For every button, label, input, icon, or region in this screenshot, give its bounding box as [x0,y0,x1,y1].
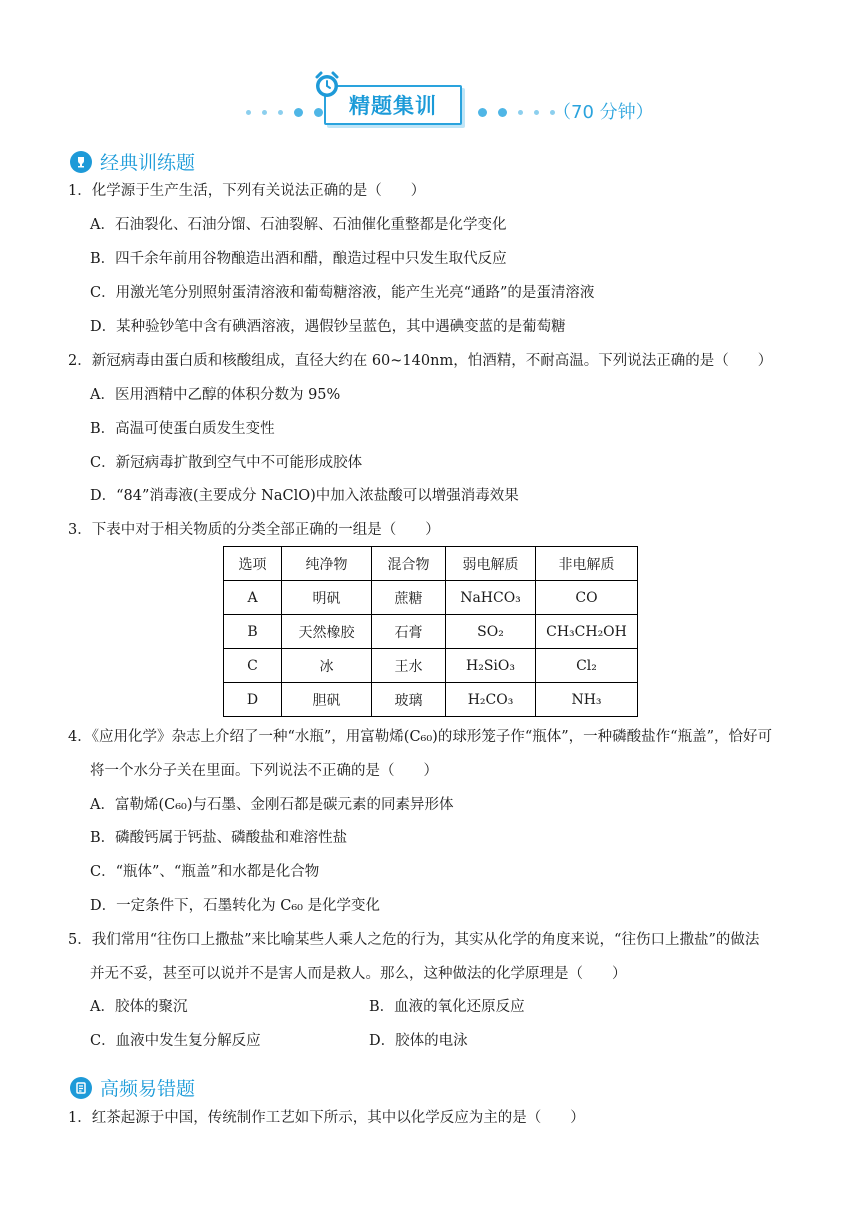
alarm-clock-icon [312,70,342,100]
q5-stem-line2: 并无不妥，甚至可以说并不是害人而是救人。那么，这种做法的化学原理是（ ） [90,966,627,982]
q5-option-a: A．胶体的聚沉 [90,999,188,1015]
q1-option-c: C．用激光笔分别照射蛋清溶液和葡萄糖溶液，能产生光亮“通路”的是蛋清溶液 [90,285,595,301]
table-header-cell: 纯净物 [282,547,372,581]
q2-option-a: A．医用酒精中乙醇的体积分数为 95% [90,387,341,403]
table-row [224,615,638,649]
q4-option-b: B．磷酸钙属于钙盐、磷酸盐和难溶性盐 [90,830,348,846]
table-header-row [224,547,638,581]
table-header-cell: 非电解质 [536,547,638,581]
table-row [224,581,638,615]
section-title: 高频易错题 [100,1078,196,1100]
table-cell: 石膏 [372,615,446,649]
trophy-icon [70,151,92,173]
table-cell: CO [536,581,638,615]
table-row [224,649,638,683]
table-cell: 胆矾 [282,683,372,717]
table-cell: 王水 [372,649,446,683]
q2-option-c: C．新冠病毒扩散到空气中不可能形成胶体 [90,455,363,471]
document-icon [70,1077,92,1099]
page-header [0,70,860,130]
table-cell: 天然橡胶 [282,615,372,649]
time-limit: （70 分钟） [553,102,654,123]
table-header-cell: 混合物 [372,547,446,581]
table-header-cell: 选项 [224,547,282,581]
section-title: 经典训练题 [100,152,196,174]
table-cell: CH₃CH₂OH [536,615,638,649]
q4-option-a: A．富勒烯(C₆₀)与石墨、金刚石都是碳元素的同素异形体 [90,797,454,813]
q4-option-c: C．“瓶体”、“瓶盖”和水都是化合物 [90,864,320,880]
q1-option-a: A．石油裂化、石油分馏、石油裂解、石油催化重整都是化学变化 [90,217,507,233]
q5-stem-line1: 5．我们常用“往伤口上撒盐”来比喻某些人乘人之危的行为，其实从化学的角度来说，“往伤口上撒盐”的做法 [68,932,760,948]
table-cell: NH₃ [536,683,638,717]
table-cell: D [224,683,282,717]
table-cell: NaHCO₃ [446,581,536,615]
table-cell: B [224,615,282,649]
p1-stem: 1．红茶起源于中国，传统制作工艺如下所示，其中以化学反应为主的是（ ） [68,1110,585,1126]
table-cell: 玻璃 [372,683,446,717]
table-cell: 明矾 [282,581,372,615]
q3-stem: 3．下表中对于相关物质的分类全部正确的一组是（ ） [68,522,440,538]
table-row [224,683,638,717]
q2-stem: 2．新冠病毒由蛋白质和核酸组成，直径大约在 60~140nm，怕酒精，不耐高温。下列说法正确的是（ ） [68,353,773,369]
table-cell: 冰 [282,649,372,683]
q5-option-b: B．血液的氧化还原反应 [369,999,525,1015]
q2-option-d: D．“84”消毒液(主要成分 NaClO)中加入浓盐酸可以增强消毒效果 [90,488,519,504]
q5-option-c: C．血液中发生复分解反应 [90,1033,261,1049]
header-title: 精题集训 [324,85,462,125]
table-cell: SO₂ [446,615,536,649]
table-header-cell: 弱电解质 [446,547,536,581]
classification-table [223,546,638,717]
table-cell: Cl₂ [536,649,638,683]
table-cell: C [224,649,282,683]
q4-option-d: D．一定条件下，石墨转化为 C₆₀ 是化学变化 [90,898,381,914]
q1-option-d: D．某种验钞笔中含有碘酒溶液，遇假钞呈蓝色，其中遇碘变蓝的是葡萄糖 [90,319,566,335]
q4-stem-line1: 4．《应用化学》杂志上介绍了一种“水瓶”，用富勒烯(C₆₀)的球形笼子作“瓶体”，一种磷酸盐作“瓶盖”，恰好可 [68,729,772,745]
table-cell: A [224,581,282,615]
q5-option-d: D．胶体的电泳 [369,1033,468,1049]
q2-option-b: B．高温可使蛋白质发生变性 [90,421,275,437]
table-cell: H₂CO₃ [446,683,536,717]
section-classic [70,148,195,175]
table-cell: 蔗糖 [372,581,446,615]
section-error-prone [70,1074,195,1101]
q1-option-b: B．四千余年前用谷物酿造出酒和醋，酿造过程中只发生取代反应 [90,251,507,267]
q1-stem: 1．化学源于生产生活，下列有关说法正确的是（ ） [68,183,426,199]
left-dots [246,108,334,117]
table-cell: H₂SiO₃ [446,649,536,683]
q4-stem-line2: 将一个水分子关在里面。下列说法不正确的是（ ） [90,763,438,779]
